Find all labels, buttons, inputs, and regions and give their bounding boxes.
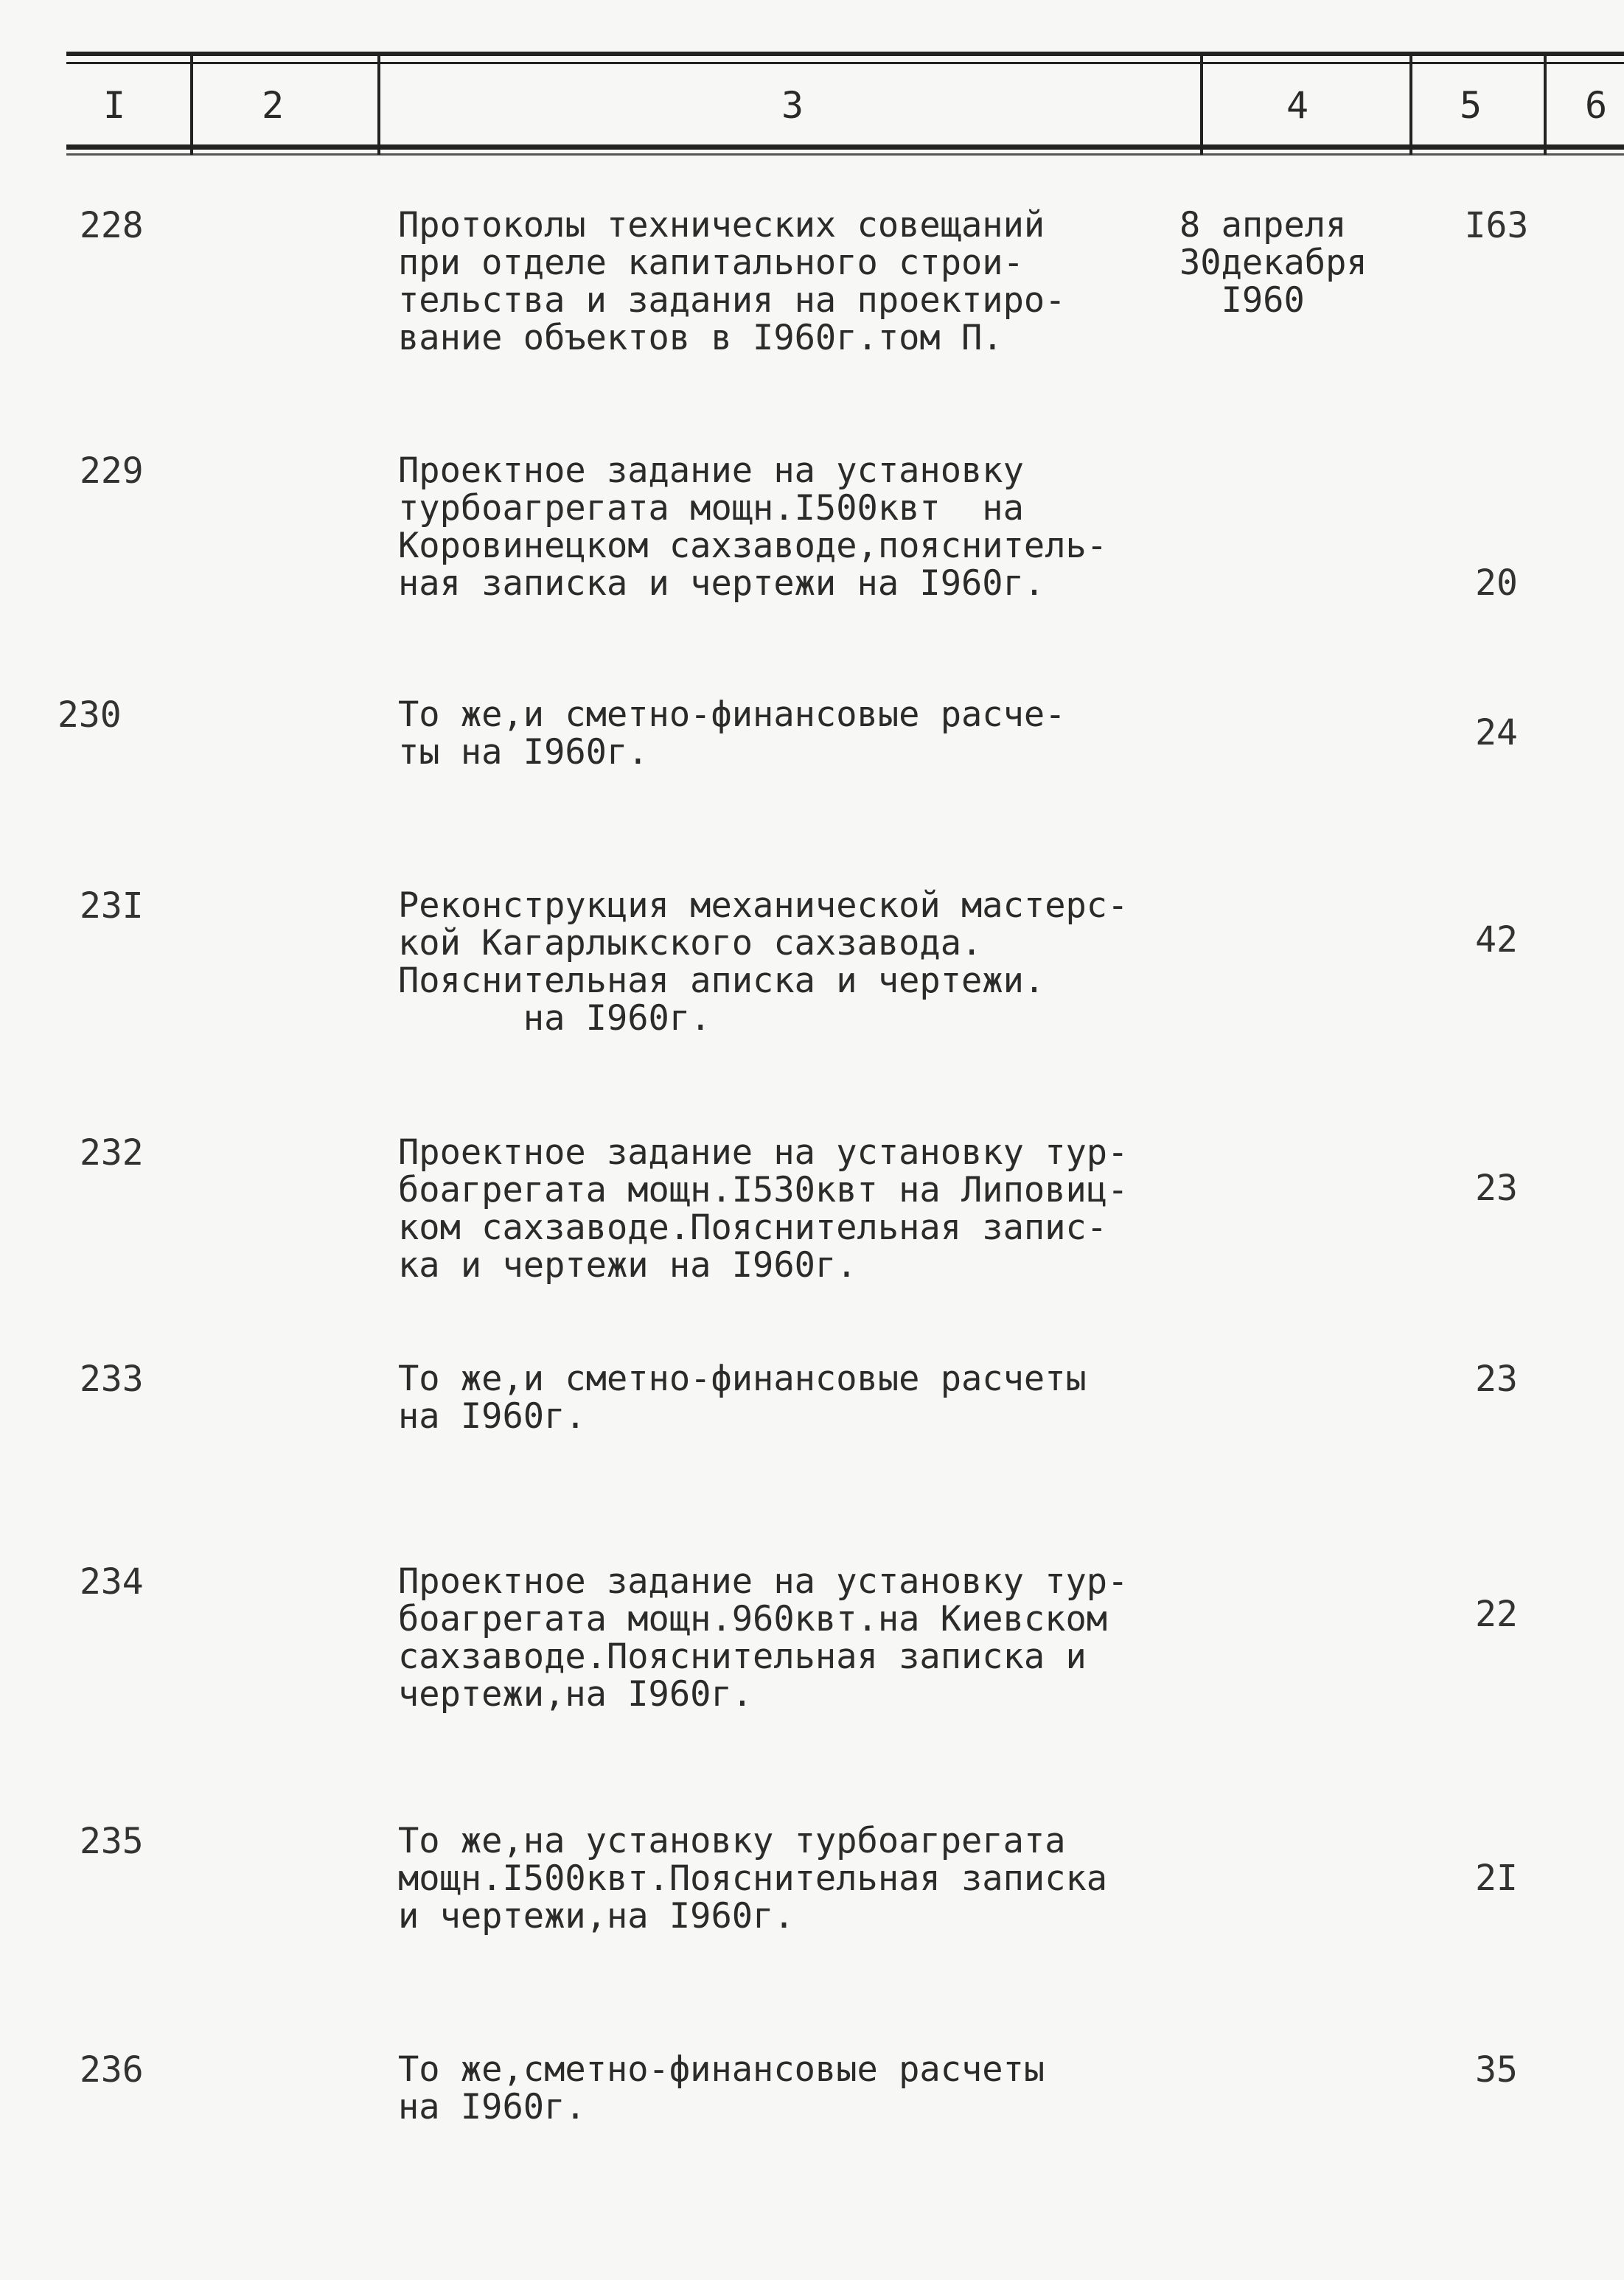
column-header-6: 6: [1585, 84, 1608, 127]
entry-number: 23I: [80, 885, 144, 927]
entry-sheets: 35: [1475, 2049, 1518, 2091]
entry-number: 234: [80, 1561, 144, 1603]
entry-title: Проектное задание на установку тур- боагрегата мощн.960квт.на Киевском сахзаводе.Пояснительная записка и чертежи,на I960г.: [398, 1561, 1129, 1715]
entry-number: 229: [80, 450, 144, 492]
entry-title: То же,и сметно-финансовые расче- ты на I960г.: [398, 694, 1066, 773]
entry-number: 235: [80, 1821, 144, 1862]
column-header-4: 4: [1286, 84, 1309, 127]
column-divider: [1544, 52, 1547, 155]
column-divider: [190, 52, 193, 155]
header-top-rule-thin: [66, 62, 1624, 64]
entry-number: 236: [80, 2049, 144, 2091]
entry-dates: 8 апреля 30декабря I960: [1179, 205, 1367, 321]
entry-number: 233: [80, 1359, 144, 1400]
header-bottom-rule-thin: [66, 153, 1624, 156]
entry-sheets: 23: [1475, 1359, 1518, 1400]
entry-sheets: 22: [1475, 1594, 1518, 1635]
entry-sheets: 24: [1475, 712, 1518, 753]
entry-title: То же,на установку турбоагрегата мощн.I500квт.Пояснительная записка и чертежи,на I960г.: [398, 1821, 1108, 1936]
column-divider: [1200, 52, 1203, 155]
column-divider: [1409, 52, 1412, 155]
entry-title: То же,сметно-финансовые расчеты на I960г.: [398, 2049, 1045, 2127]
entry-sheets: 23: [1475, 1168, 1518, 1209]
entry-title: Реконструкция механической мастерс- кой Кагарлыкского сахзавода. Пояснительная аписка и чертежи. на I960г.: [398, 885, 1129, 1039]
entry-title: То же,и сметно-финансовые расчеты на I960г.: [398, 1359, 1087, 1437]
column-header-1: I: [102, 84, 126, 127]
entry-number: 228: [80, 205, 144, 246]
column-header-3: 3: [781, 84, 804, 127]
header-bottom-rule: [66, 144, 1624, 150]
entry-title: Протоколы технических совещаний при отделе капитального строи- тельства и задания на проектиро- вание объектов в I960г.том П.: [398, 205, 1066, 358]
header-top-rule: [66, 52, 1624, 56]
entry-number: 232: [80, 1132, 144, 1174]
column-header-2: 2: [261, 84, 285, 127]
entry-sheets: 42: [1475, 919, 1518, 961]
entry-number: 230: [57, 694, 122, 736]
entry-title: Проектное задание на установку турбоагрегата мощн.I500квт на Коровинецком сахзаводе,пояснитель- ная записка и чертежи на I960г.: [398, 450, 1108, 604]
column-divider: [377, 52, 380, 155]
entry-sheets: 2I: [1475, 1858, 1518, 1899]
entry-sheets: 20: [1475, 562, 1518, 604]
entry-sheets: I63: [1464, 205, 1529, 246]
column-header-5: 5: [1459, 84, 1482, 127]
entry-title: Проектное задание на установку тур- боагрегата мощн.I530квт на Липовиц- ком сахзаводе.Пояснительная запис- ка и чертежи на I960г.: [398, 1132, 1129, 1286]
